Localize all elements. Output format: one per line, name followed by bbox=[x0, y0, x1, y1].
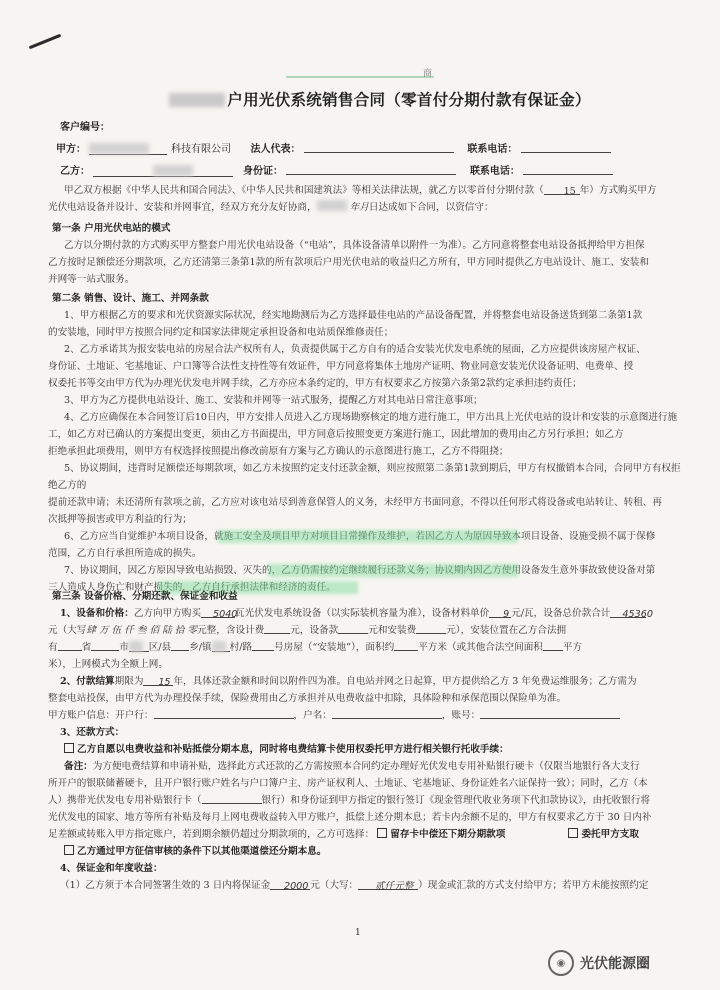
wechat-logo-icon: ◉ bbox=[548, 950, 574, 976]
party-a-company: 科技有限公司 bbox=[170, 144, 231, 155]
watermark: ◉ 光伏能源圈 bbox=[548, 950, 650, 976]
article-2: 第二条 销售、设计、施工、并网条款 1、甲方根据乙方的要求和光伏资源实际状况，经实地勘测后为乙方选择最佳电站的产品设备配置，并将整套电站设备送货到第二条第1款 的安装地，同时甲方按照合同约定和国家法律规定承担设备和电站质保维修责任； 2、乙方承诺其为报安装电站的房屋合法产权所有人，负责提供属于乙方自有的适合安装光伏发电系统的屋面，乙方应提供该房屋产权证、 身份证、土地证、宅基地证、户口簿等合法性支持性等有效证件，甲方同意将集体土地房产证明、物业同意安装光伏设备证明、电费单、授 权委托书等交由甲方代为办理光伏发电并网手续，乙方亦应本条约定的，甲方有权要求乙方按第六条第2款约定承担违约责任； 3、甲方为乙方提供电站设计、施工、安装和并网等一站式服务，提醒乙方对其电站日常注意事项； 4、乙方应确保在本合同签订后10日内，甲方安排人员进入乙方现场勘察核定的地方进行施工，甲方出具上光伏电站的设计和安装的示意图进行施 工，如乙方对已确认的方案提出变更，须由乙方书面提出，甲方同意后按照变更方案进行施工，因此增加的费用由乙方另行承担；如乙方 拒绝承担此项费用，则甲方有权选择按照提出修改前原有方案与乙方确认的示意图进行施工，乙方不得阻挠； 5、协议期间，违背时足额偿还每期款项，如乙方未按照约定支付还款金额，则应按照第二条第1款到期后，甲方有权撤销本合同，合同甲方有权拒绝乙方的 提前还款申请；未还清所有款项之前，乙方应对该电站尽到善意保管人的义务，未经甲方书面同意，不得以任何形式将设备或电站转让、转租、再 次抵押等损害或甲方利益的行为； 6、乙方应当自觉维护本项目设备，就施工安全及项目甲方对项目日常操作及维护，若因乙方人为原因导致本项目设备、设施受损不属于保修 范围，乙方自行承担所造成的损失。 7、协议期间，因乙方原因导致电站损毁、灭失的，乙方仍需按约定继续履行还款义务；协议期内因乙方使用设备发生意外事故致使设备对第 三人造成人身伤亡和财产损失的，乙方自行承担法律和经济的责任。 bbox=[48, 293, 681, 593]
party-a-row: 甲方： 科技有限公司 法人代表： 联系电话： bbox=[56, 140, 706, 155]
refund-checkbox[interactable] bbox=[377, 828, 387, 838]
pen-stroke bbox=[29, 34, 62, 50]
page-number: 1 bbox=[355, 928, 361, 938]
redacted-region bbox=[169, 93, 225, 107]
party-b-row: 乙方： 身份证： 联系电话： bbox=[60, 162, 710, 177]
intro-paragraph: 甲乙双方根据《中华人民共和国合同法》、《中华人民共和国建筑法》等相关法律法规，就乙方以零首付分期付款（ 15 年）方式购买甲方 光伏电站设备并设计、安装和并网事宜，经双方充分友好协商， 年月日达成如下合同，以资信守： bbox=[48, 185, 657, 213]
pay-checkbox[interactable] bbox=[568, 828, 578, 838]
article-1: 第一条 户用光伏电站的模式 乙方以分期付款的方式购买甲方整套户用光伏电站设备（“电站”，具体设备清单以附件一为准）。乙方同意将整套电站设备抵押给甲方担保 乙方按时足额偿还分期款项，乙方还清第三条第1款的所有款项后户用光伏电站的收益归乙方所有，甲方同时提供乙方电站设计、施工、安装和 并网等一站式服务。 bbox=[48, 223, 649, 285]
option-checkbox-2[interactable] bbox=[64, 845, 74, 855]
capacity-value: 5040 bbox=[201, 606, 235, 618]
customer-no-row: 客户编号： bbox=[60, 122, 110, 133]
header-stamp: 商 bbox=[280, 68, 440, 84]
contract-title: 户用光伏系统销售合同（零首付分期付款有保证金） bbox=[160, 88, 600, 110]
option-checkbox-1[interactable] bbox=[64, 743, 74, 753]
article-3: 第三条 设备价格、分期还款、保证金和收益 1、设备和价格：乙方向甲方购买 5040瓦光伏发电系统设备（以实际装机容量为准），设备材料单价 9 元/瓦，设备总价款合计 45360 元（大写肆 万 伍 仟 叁 佰 陆 拾 零元整，含设计费 元，设备款 元和安装费 元），安装位置在乙方合法拥 有 省 市 区/县 乡/镇 村/路 号房屋（“安装地”），面积约 平方米（或其他合法空间面积 平方 米），上网模式为全额上网。 2、付款结算期限为 15 年，具体还款金额和时间以附件四为准。自电站并网之日起算，甲方提供给乙方 3 年免费运维服务；乙方需为 整套电站投保，由甲方代为办理投保手续，保险费用由乙方承担并从电费收益中扣除，具体险种和承保范围以保险单为准。 甲方账户信息：开户行： ，户名： ，账号： 3、还款方式： 乙方自愿以电费收益和补贴抵偿分期本息，同时将电费结算卡使用权委托甲方进行相关银行托收手续： 备注：为方便电费结算和申请补贴，选择此方式还款的乙方需按照本合同约定办理好光伏发电专用补贴银行硬卡（仅限当地银行各大支行 所开户的银联储蓄硬卡，且开户银行账户姓名与户口簿户主、房产证权利人、土地证、宅基地证、身份证姓名六证保持一致）；同时，乙方（本 人）携带光伏发电专用补贴银行卡（ 银行）和身份证到甲方指定的银行签订《现金管理代收业务项下代扣款协议》，由托收银行将 光伏发电的国家、地方等所有补贴及每月上网电费收益转入甲方账户，抵偿上述分期本息；若卡内余额不足的，甲方有权要求乙方于 30 日内补 足差额或转账入甲方指定账户，若到期余额仍超过分期款项的，乙方可选择： 留存卡中偿还下期分期款项 委托甲方支取 乙方通过甲方征信审核的条件下以其他渠道偿还分期本息。 4、保证金和年度收益： （1）乙方须于本合同签署生效的 3 日内将保证金 2000 元（大写： 贰仟元整 ）现金或汇款的方式支付给甲方；若甲方未能按照约定 bbox=[48, 591, 653, 892]
handwritten-date: 年月 bbox=[349, 202, 369, 213]
